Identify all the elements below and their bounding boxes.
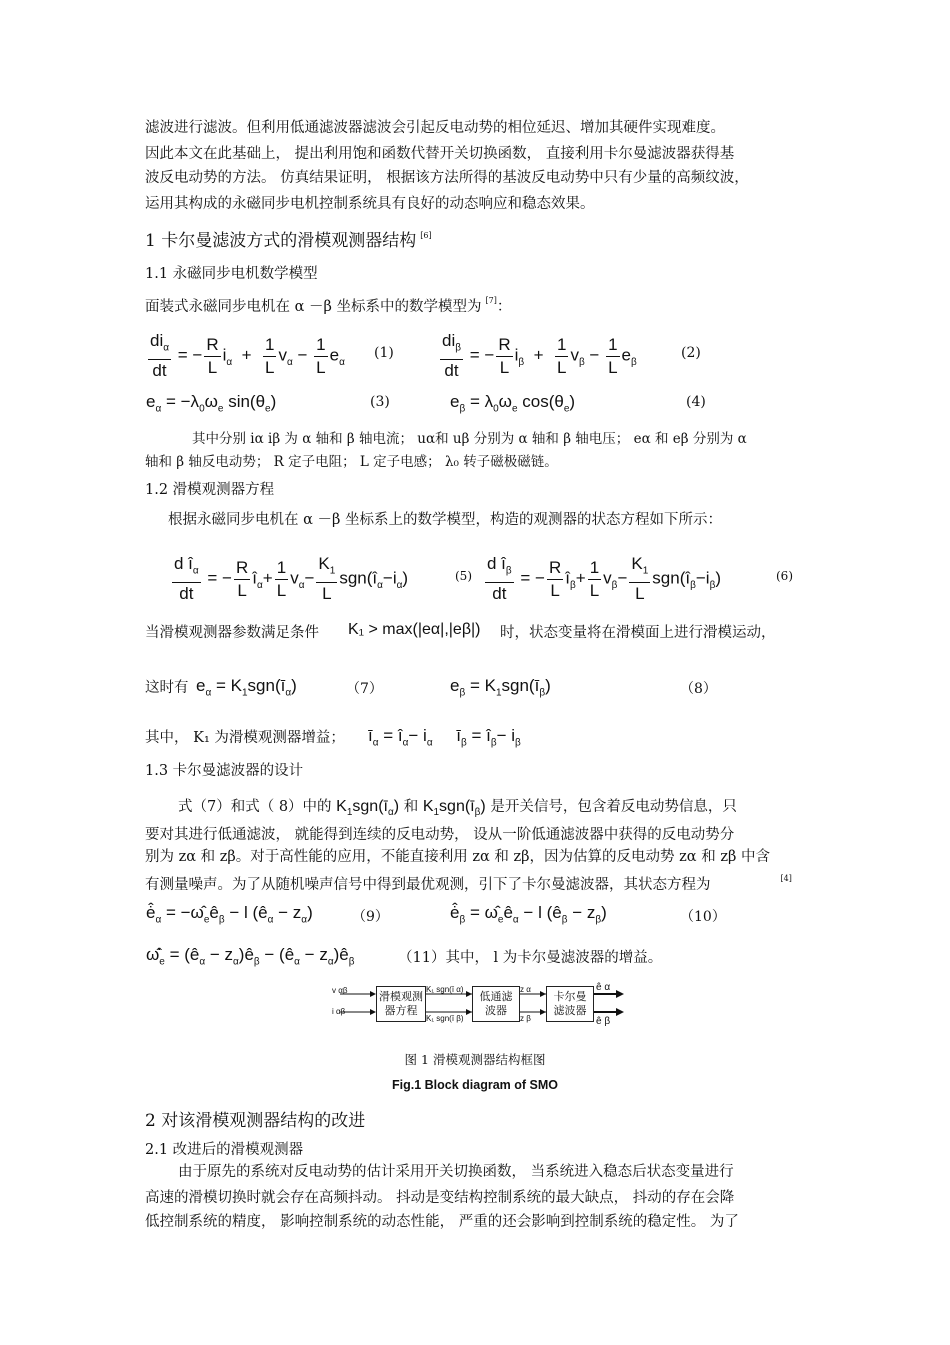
figure-1-caption-en: Fig.1 Block diagram of SMO: [392, 1078, 558, 1092]
figure-label-z-alpha: z α: [520, 985, 531, 994]
equation-11: $\omegâ̇_e$ = ($ê_\alpha$ − $z_\alpha)ê_\beta$ − ($ê_\alpha$ − $z_\alpha)ê_\beta$: [146, 945, 355, 968]
equation-1-number: (1): [374, 345, 394, 361]
condition-text: 当滑模观测器参数满足条件: [145, 625, 319, 641]
equation-6: $\frac{d î_\beta}{dt}$ = − $\frac{R}{L}$ $î_\beta+$ $\frac{1}{L}$ $v_\beta-$ $\frac{K_1}{L}$ $sgn(î_\beta-i_\beta)$: [487, 554, 721, 604]
equation-10: $ė̂_\beta$ = $\omegâ_eê_\alpha - l$ $(ê_\beta - z_\beta)$: [450, 903, 607, 926]
kalman-paragraph-line-4: 有测量噪声。为了从随机噪声信号中得到最优观测，引下了卡尔曼滤波器，其状态方程为 [4]: [145, 874, 792, 893]
figure-1-caption-cn: 图 1 滑模观测器结构框图: [404, 1052, 546, 1067]
subsection-2-1-title: 2.1 改进后的滑模观测器: [145, 1142, 304, 1158]
equation-5: $\frac{d î_\alpha}{dt}$ = − $\frac{R}{L}$ $î_\alpha+$ $\frac{1}{L}$ $v_\alpha-$ $\frac{K_1}{L}$ $sgn(î_\alpha-i_\alpha)$: [174, 554, 409, 604]
equation-11-tail: （11）其中， l 为卡尔曼滤波器的增益。: [398, 950, 663, 966]
equation-3: $e_\alpha = -\lambda_0\omega_e$ $\sin(\theta_e)$: [146, 392, 277, 415]
intro-line-3: 波反电动势的方法。 仿真结果证明， 根据该方法所得的基波反电动势中只有少量的高频纹波，: [145, 170, 749, 186]
condition-equation: K₁ > max(|eα|,|eβ|): [348, 621, 481, 638]
subsection-1-2-title: 1.2 滑模观测器方程: [145, 482, 275, 498]
equation-4-number: (4): [686, 394, 706, 410]
where-line-2: 轴和 β 轴反电动势； R 定子电阻； L 定子电感； λ₀ 转子磁极磁链。: [145, 454, 558, 470]
subsection-1-1-title: 1.1 永磁同步电机数学模型: [145, 266, 318, 282]
section-2-title: 2 对该滑模观测器结构的改进: [145, 1111, 366, 1131]
equation-3-number: (3): [370, 394, 390, 410]
intro-line-1: 滤波进行滤波。但利用低通滤波器滤波会引起反电动势的相位延迟、增加其硬件实现难度。: [145, 120, 725, 136]
figure-1-block-diagram: [330, 982, 630, 1032]
equation-2: $\frac{di_\beta}{dt}$ = − $\frac{R}{L}$ $i_\beta$ + $\frac{1}{L}$ $v_\beta$ − $\frac{1}{L}$ $e_\beta$: [442, 331, 637, 381]
section-1-title: 1 卡尔曼滤波方式的滑模观测器结构 [6]: [145, 231, 432, 251]
equation-8-number: （8）: [680, 681, 717, 697]
equation-2-number: (2): [681, 345, 701, 361]
equation-9: $ė̂_\alpha$ = $-\omegâ_eê_\beta - l$ $(ê_\alpha - z_\alpha)$: [146, 903, 313, 926]
equation-7-number: （7）: [346, 681, 383, 697]
section-2-line-1: 由于原先的系统对反电动势的估计采用开关切换函数， 当系统进入稳态后状态变量进行: [178, 1164, 734, 1180]
section-2-line-3: 低控制系统的精度， 影响控制系统的动态性能， 严重的还会影响到控制系统的稳定性。 为了: [145, 1214, 739, 1230]
subsection-1-2-text: 根据永磁同步电机在 α －β 坐标系上的数学模型，构造的观测器的状态方程如下所示：: [168, 512, 722, 528]
intro-line-2: 因此本文在此基础上， 提出利用饱和函数代替开关切换函数， 直接利用卡尔曼滤波器获得基: [145, 146, 735, 162]
where-line-3: 其中， K₁ 为滑模观测器增益；: [145, 730, 345, 746]
equation-10-number: （10）: [680, 909, 726, 925]
figure-label-z-beta: z β: [520, 1014, 531, 1023]
equation-9-number: （9）: [352, 909, 389, 925]
figure-input-v: v αβ: [332, 986, 348, 995]
equation-7-lead: 这时有: [145, 680, 189, 696]
subsection-1-1-text: 面装式永磁同步电机在 α －β 坐标系中的数学模型为 [7]：: [145, 296, 512, 315]
section-2-line-2: 高速的滑模切换时就会存在高频抖动。 抖动是变结构控制系统的最大缺点， 抖动的存在会降: [145, 1190, 735, 1206]
figure-output-e-beta: ê β: [596, 1016, 611, 1027]
error-definition: $ī_\alpha$ = $î_\alpha- i_\alpha$ $ī_\beta$ = $î_\beta- i_\beta$: [368, 726, 521, 749]
equation-5-number: (5): [455, 569, 472, 583]
figure-box-kalman: 卡尔曼 滤波器: [546, 986, 594, 1022]
figure-box-lpf: 低通滤 波器: [472, 986, 520, 1022]
equation-1: $\frac{di_\alpha}{dt}$ = − $\frac{R}{L}$ $i_\alpha$ + $\frac{1}{L}$ $v_\alpha$ − $\frac{1}{L}$ $e_\alpha$: [150, 331, 345, 381]
kalman-paragraph-line-1: 式（7）和式（ 8）中的 $K_1sgn(ī_\alpha)$ 和 $K_1sgn(ī_\beta)$ 是开关信号，包含着反电动势信息，只: [178, 798, 737, 819]
subsection-1-3-title: 1.3 卡尔曼滤波器的设计: [145, 763, 304, 779]
figure-box-smo: 滑模观测 器方程: [376, 986, 426, 1022]
figure-label-k1sgn-alpha: K₁ sgn(ī α): [426, 985, 464, 994]
kalman-paragraph-line-2: 要对其进行低通滤波， 就能得到连续的反电动势， 设从一阶低通滤波器中获得的反电动势分: [145, 827, 735, 843]
intro-line-4: 运用其构成的永磁同步电机控制系统具有良好的动态响应和稳态效果。: [145, 196, 595, 212]
condition-tail: 时，状态变量将在滑模面上进行滑模运动，: [500, 625, 776, 641]
kalman-paragraph-line-3: 别为 zα 和 zβ。对于高性能的应用，不能直接利用 zα 和 zβ，因为估算的反电动势 zα 和 zβ 中含: [145, 849, 770, 865]
figure-input-i: i αβ: [332, 1007, 346, 1016]
equation-6-number: (6): [776, 569, 793, 583]
figure-output-e-alpha: ê α: [596, 982, 611, 993]
equation-4: $e_\beta = \lambda_0\omega_e$ $\cos(\theta_e)$: [450, 392, 576, 415]
figure-label-k1sgn-beta: K₁ sgn(ī β): [426, 1014, 464, 1023]
where-line-1: 其中分别 iα iβ 为 α 轴和 β 轴电流； uα和 uβ 分别为 α 轴和 β 轴电压； eα 和 eβ 分别为 α: [192, 431, 747, 447]
equation-7: $e_\alpha$ = $K_1sgn(ī_\alpha)$: [196, 676, 297, 699]
equation-8: $e_\beta$ = $K_1sgn(ī_\beta)$: [450, 676, 551, 699]
